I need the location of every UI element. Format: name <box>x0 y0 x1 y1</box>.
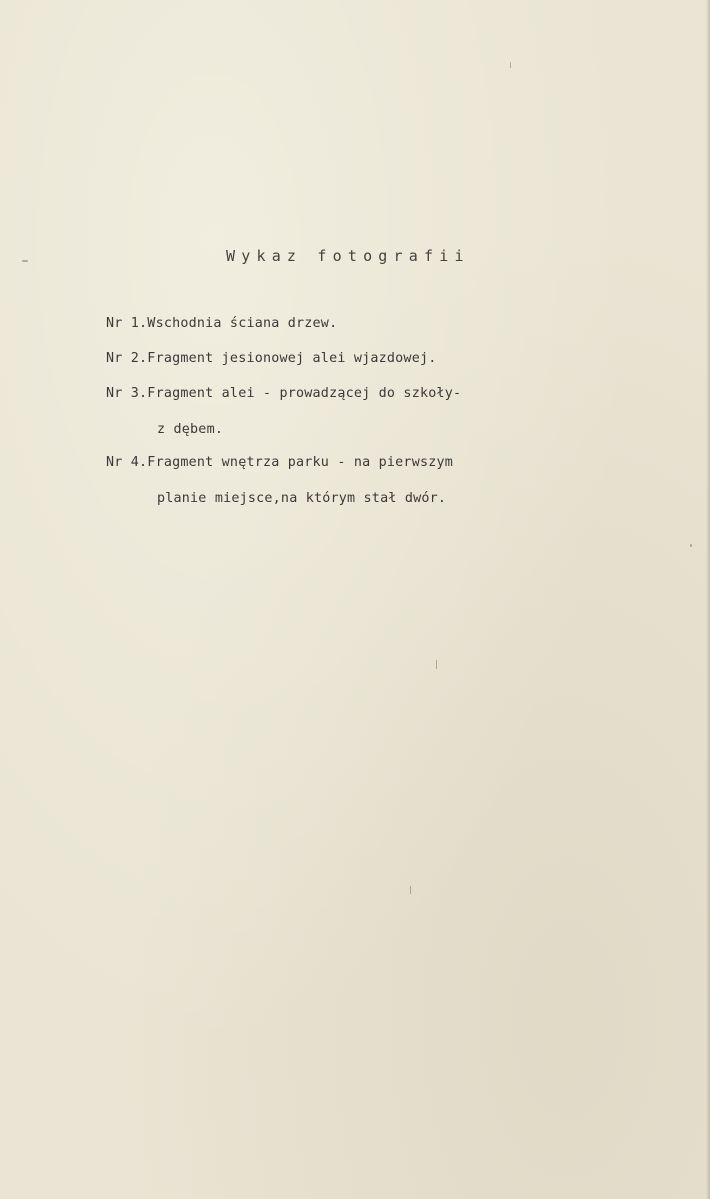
photo-list-item-2: Nr 2.Fragment jesionowej alei wjazdowej. <box>106 351 437 366</box>
photo-list-item-4-continuation: planie miejsce,na którym stał dwór. <box>157 491 447 506</box>
paper-speck <box>690 544 692 547</box>
photo-list-item-3-continuation: z dębem. <box>157 422 224 437</box>
photo-list-item-4: Nr 4.Fragment wnętrza parku - na pierwszym <box>106 455 453 470</box>
paper-speck <box>510 62 511 68</box>
paper-edge <box>706 0 710 1199</box>
document-title: Wykaz fotografii <box>226 247 470 265</box>
paper-speck <box>410 886 411 894</box>
photo-list-item-3: Nr 3.Fragment alei - prowadzącej do szkoły- <box>106 386 462 401</box>
paper-speck <box>436 660 437 669</box>
paper-speck <box>22 260 28 262</box>
photo-list-item-1: Nr 1.Wschodnia ściana drzew. <box>106 316 338 331</box>
